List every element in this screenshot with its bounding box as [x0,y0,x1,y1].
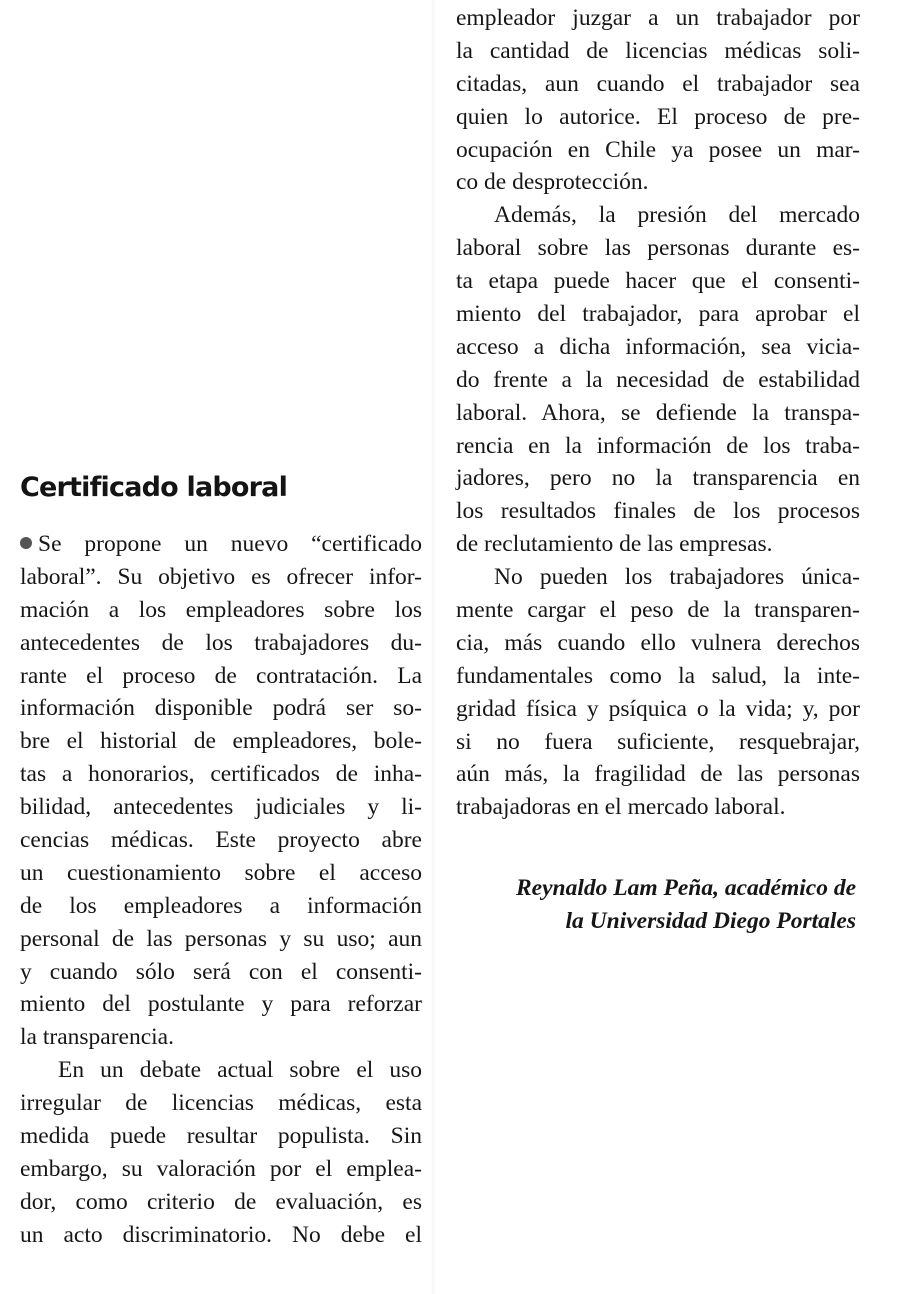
paragraph-line: la cantidad de licencias médicas soli- [456,37,860,64]
bullet-icon [20,537,32,549]
paragraph-line: quien lo autorice. El proceso de pre- [456,103,860,130]
left-column [20,528,422,1252]
paragraph-line: acceso a dicha información, sea vicia- [456,333,860,360]
paragraph-line: trabajadoras en el mercado laboral. [456,794,786,821]
page-fold-shadow [430,0,436,1294]
paragraph-line: rante el proceso de contratación. La [20,662,422,689]
paragraph-line: do frente a la necesidad de estabilidad [456,366,860,393]
paragraph-line: laboral. Ahora, se defiende la transpa- [456,399,860,426]
paragraph-line: miento del trabajador, para aprobar el [456,301,860,328]
paragraph-line: gridad física y psíquica o la vida; y, por [456,695,860,722]
paragraph-line: No pueden los trabajadores única- [494,564,860,591]
paragraph-line: bilidad, antecedentes judiciales y li- [20,794,422,821]
paragraph-line: aún más, la fragilidad de las personas [456,761,860,788]
byline-line: la Universidad Diego Portales [565,907,856,934]
author-byline [436,872,856,938]
paragraph-line: jadores, pero no la transparencia en [456,465,860,492]
paragraph-line: irregular de licencias médicas, esta [20,1090,422,1117]
paragraph-line: personal de las personas y su uso; aun [20,925,422,952]
paragraph-line: mación a los empleadores sobre los [20,596,422,623]
byline-line: Reynaldo Lam Peña, académico de [515,875,856,901]
paragraph-line: Se propone un nuevo “certificado [20,528,422,561]
paragraph-line: un acto discriminatorio. No debe el [20,1221,422,1248]
paragraph-line: tas a honorarios, certificados de inha- [20,761,422,788]
paragraph-line: los resultados finales de los procesos [456,498,860,525]
paragraph-line: y cuando sólo será con el consenti- [20,958,422,985]
paragraph-line: ta etapa puede hacer que el consenti- [456,268,860,295]
paragraph-line: cencias médicas. Este proyecto abre [20,827,422,854]
paragraph-line: En un debate actual sobre el uso [58,1057,422,1084]
paragraph-line: Además, la presión del mercado [494,202,860,229]
paragraph-line: ocupación en Chile ya posee un mar- [456,136,860,163]
paragraph-line: rencia en la información de los traba- [456,432,860,459]
paragraph-line: embargo, su valoración por el emplea- [20,1155,422,1182]
paragraph-line: laboral”. Su objetivo es ofrecer infor- [20,563,422,590]
right-column [456,2,860,824]
paragraph-line: fundamentales como la salud, la inte- [456,662,860,689]
paragraph-line: co de desprotección. [456,169,649,196]
paragraph-line: empleador juzgar a un trabajador por [456,5,860,31]
paragraph-line: mente cargar el peso de la transparen- [456,597,860,624]
paragraph-line: miento del postulante y para reforzar [20,991,422,1018]
paragraph-line: un cuestionamiento sobre el acceso [20,859,422,886]
paragraph-line: cia, más cuando ello vulnera derechos [456,629,860,656]
paragraph-line: bre el historial de empleadores, bole- [20,728,422,755]
paragraph-line: de reclutamiento de las empresas. [456,531,773,558]
paragraph-line: si no fuera suficiente, resquebrajar, [456,728,860,755]
paragraph-line: citadas, aun cuando el trabajador sea [456,70,860,97]
section-heading: Certificado laboral [20,472,288,503]
paragraph-line: medida puede resultar populista. Sin [20,1123,422,1150]
paragraph-line: de los empleadores a información [20,892,422,919]
paragraph-line: antecedentes de los trabajadores du- [20,629,422,656]
paragraph-line: información disponible podrá ser so- [20,695,422,722]
paragraph-line: dor, como criterio de evaluación, es [20,1188,422,1215]
paragraph-line: la transparencia. [20,1024,174,1051]
paragraph-line: laboral sobre las personas durante es- [456,235,860,262]
